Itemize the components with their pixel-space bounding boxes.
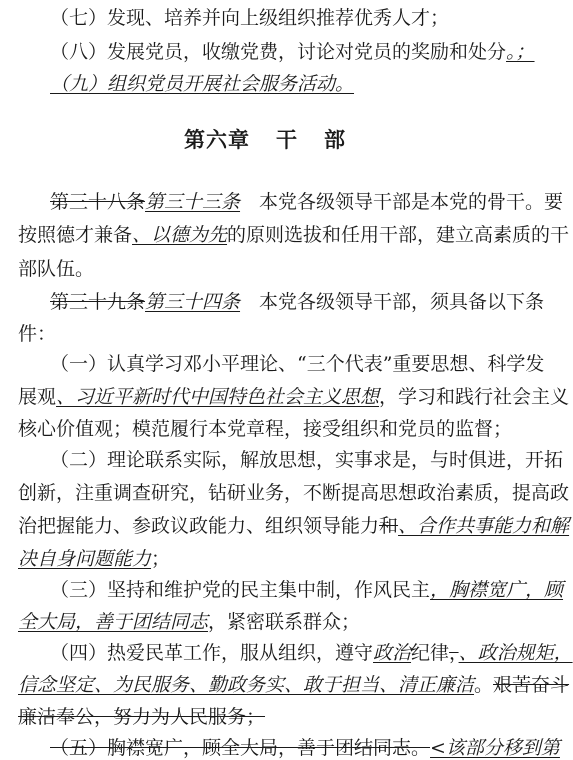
paragraph-line	[18, 223, 570, 247]
text-segment: 创新，注重调查研究，钻研业务，不断提高思想政治素质，提高政	[18, 482, 570, 504]
text-segment: 。	[474, 674, 494, 696]
inserted-text: 全大局，善于团结同志	[18, 611, 209, 633]
text-segment: （八）发展党员，收缴党费，讨论对党员的奖励和处分	[50, 41, 507, 63]
inserted-text: 第三十三条	[145, 191, 241, 213]
inserted-text: 政治	[373, 642, 412, 664]
inserted-text: 、习近平新时代中国特色社会主义思想	[56, 386, 380, 408]
text-segment: 按照德才兼备	[18, 224, 133, 246]
paragraph-line	[18, 417, 512, 441]
deleted-text: 和	[379, 515, 399, 537]
text-segment: （二）理论联系实际，解放思想，实事求是，与时俱进，开拓	[50, 449, 564, 471]
paragraph-line	[18, 385, 570, 409]
paragraph-line	[18, 481, 570, 505]
inserted-text: <该部分移到第	[430, 737, 560, 759]
deleted-text: 廉洁奉公，努力为人民服务；	[18, 706, 266, 728]
text-segment: ，学习和践行社会主义	[379, 386, 570, 408]
paragraph-line	[18, 705, 298, 729]
chapter-name-2: 部	[324, 127, 346, 152]
chapter-number: 第六章	[184, 127, 250, 152]
list-line	[50, 72, 355, 96]
text-segment: 件：	[18, 323, 57, 345]
text-segment: （七）发现、培养并向上级组织推荐优秀人才；	[50, 7, 450, 29]
inserted-text: 。；	[506, 41, 535, 63]
inserted-text: 第三十四条	[145, 291, 241, 313]
inserted-text: 、以德为先	[132, 224, 228, 246]
paragraph-line	[50, 290, 545, 314]
text-segment: ；	[151, 548, 171, 570]
paragraph-line	[50, 448, 564, 472]
paragraph-line	[18, 610, 361, 634]
paragraph-line	[18, 514, 570, 538]
text-segment: 治把握能力、参政议政能力、组织领导能力	[18, 515, 380, 537]
chapter-name-1: 干	[276, 127, 298, 152]
text-segment: 本党各级领导干部，须具备以下条	[240, 291, 545, 313]
paragraph-line	[50, 641, 573, 665]
paragraph-line	[18, 547, 171, 571]
text-segment: 的原则选拔和任用干部，建立高素质的干	[227, 224, 570, 246]
text-segment: 本党各级领导干部是本党的骨干。要	[240, 191, 564, 213]
list-line	[50, 40, 535, 64]
paragraph-line	[50, 578, 564, 602]
paragraph-line	[50, 190, 564, 214]
inserted-text: ，胸襟宽广，顾	[430, 579, 564, 601]
text-segment: 展观	[18, 386, 57, 408]
list-line	[50, 6, 490, 30]
deleted-text: 第三十九条	[50, 291, 146, 313]
inserted-text: 、合作共事能力	[398, 515, 532, 537]
paragraph-line	[50, 352, 545, 376]
text-segment: （三）坚持和维护党的民主集中制，作风民主	[50, 579, 431, 601]
paragraph-line	[18, 322, 78, 346]
chapter-title	[0, 124, 530, 154]
deleted-text: 第三十八条	[50, 191, 146, 213]
text-segment: 核心价值观；模范履行本党章程，接受组织和党员的监督；	[18, 418, 513, 440]
text-segment: （四）热爱民革工作，服从组织，遵守	[50, 642, 374, 664]
paragraph-line	[50, 736, 560, 760]
inserted-text: （九）组织党员开展社会服务活动。	[50, 73, 355, 95]
text-segment: 部队伍。	[18, 258, 95, 280]
deleted-text: ，	[449, 642, 459, 664]
paragraph-line	[18, 257, 108, 281]
deleted-text: 艰苦奋斗	[493, 674, 570, 696]
text-segment: ，紧密联系群众；	[208, 611, 361, 633]
paragraph-line	[18, 673, 570, 697]
inserted-text: 和解	[531, 515, 570, 537]
text-segment: 纪律	[411, 642, 450, 664]
inserted-text: 信念坚定、为民服务、勤政务实、敢于担当、清正廉洁	[18, 674, 475, 696]
inserted-text: 、政治规矩，	[458, 642, 573, 664]
text-segment: （一）认真学习邓小平理论、“三个代表”重要思想、科学发	[50, 353, 545, 375]
deleted-text: （五）胸襟宽广，顾全大局，善于团结同志。	[50, 737, 431, 759]
inserted-text: 决自身问题能力	[18, 548, 152, 570]
